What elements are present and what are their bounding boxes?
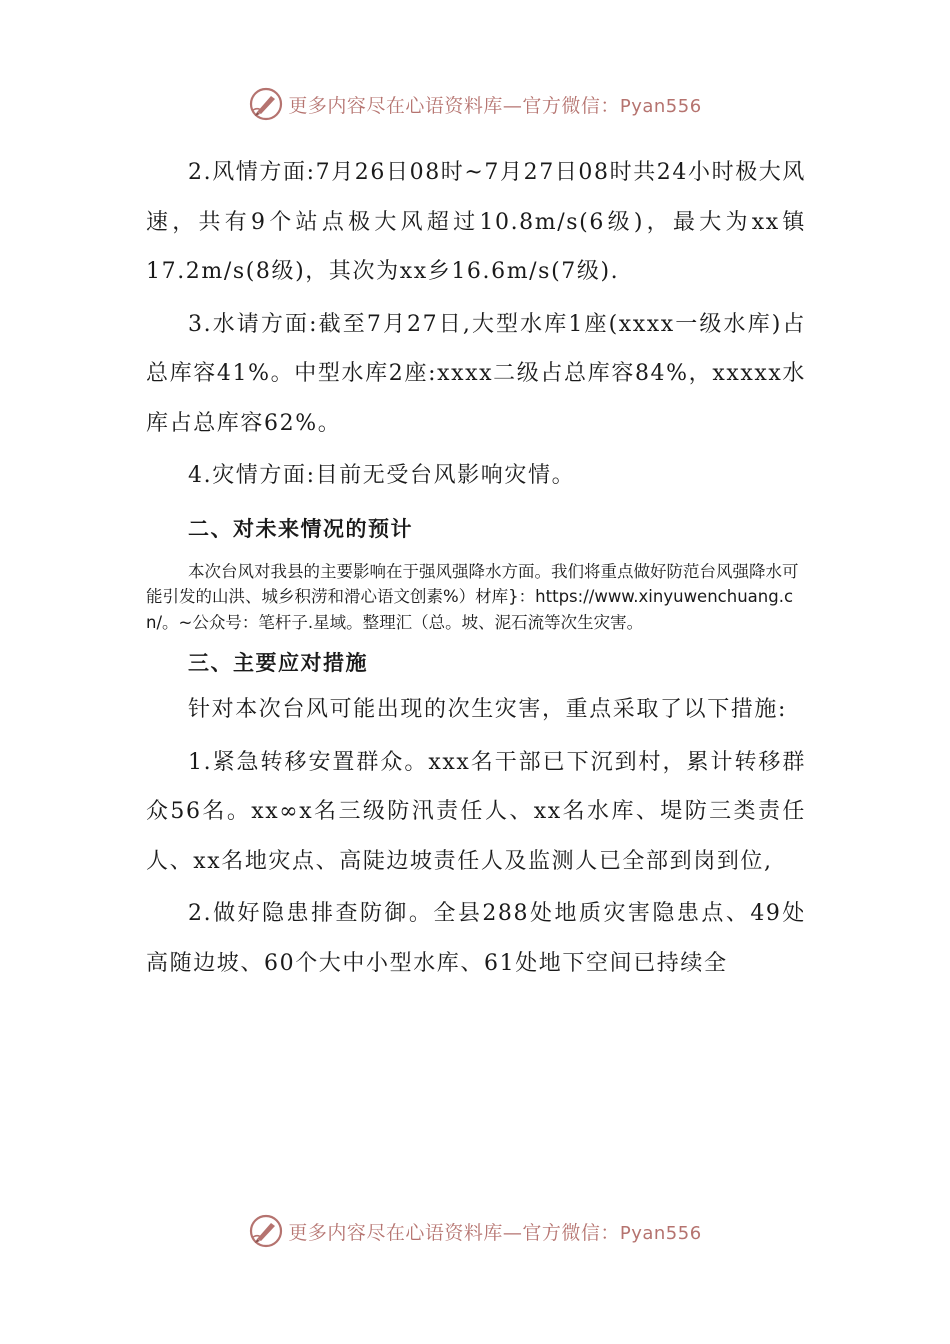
section-heading-measures: 三、主要应对措施 xyxy=(188,651,368,675)
paragraph-wind: 2.风情方面:7月26日08时~7月27日08时共24小时极大风速，共有9个站点极大风超过10.8m/s(6级)，最大为xx镇17.2m/s(8级)，其次为xx乡16.6m/s(7级). xyxy=(146,160,807,284)
paragraph-measures-intro: 针对本次台风可能出现的次生灾害，重点采取了以下措施: xyxy=(188,697,788,722)
paragraph-forecast: 本次台风对我县的主要影响在于强风强降水方面。我们将重点做好防范台风强降水可能引发的山洪、城乡积涝和滑心语文创素%）材库}：https://www.xinyuwenchuang.cn/。~公众号：笔杆子.星域。整理汇（总。坡、泥石流等次生灾害。 xyxy=(146,561,799,632)
footer-watermark-banner xyxy=(0,1211,950,1251)
paragraph-water: 3.水请方面:截至7月27日,大型水库1座(xxxx一级水库)占总库容41%。中型水库2座:xxxx二级占总库容84%，xxxxx水库占总库容62%。 xyxy=(146,311,806,436)
document-body xyxy=(146,148,806,988)
paragraph-inspection: 2.做好隐患排查防御。全县288处地质灾害隐患点、49处高随边坡、60个大中小型水库、61处地下空间已持续全 xyxy=(146,901,806,976)
header-watermark-banner xyxy=(0,84,950,124)
pen-circle-logo-icon xyxy=(248,1213,284,1249)
banner-text: 更多内容尽在心语资料库—官方微信：Pyan556 xyxy=(288,94,702,117)
paragraph-evacuation: 1.紧急转移安置群众。xxx名干部已下沉到村，累计转移群众56名。xx∞x名三级防汛责任人、xx名水库、堤防三类责任人、xx名地灾点、高陡边坡责任人及监测人已全部到岗到位, xyxy=(146,749,806,874)
paragraph-disaster: 4.灾情方面:目前无受台风影响灾情。 xyxy=(188,463,576,488)
banner-text: 更多内容尽在心语资料库—官方微信：Pyan556 xyxy=(288,1221,702,1244)
section-heading-forecast: 二、对未来情况的预计 xyxy=(188,516,413,541)
pen-circle-logo-icon xyxy=(248,86,284,122)
